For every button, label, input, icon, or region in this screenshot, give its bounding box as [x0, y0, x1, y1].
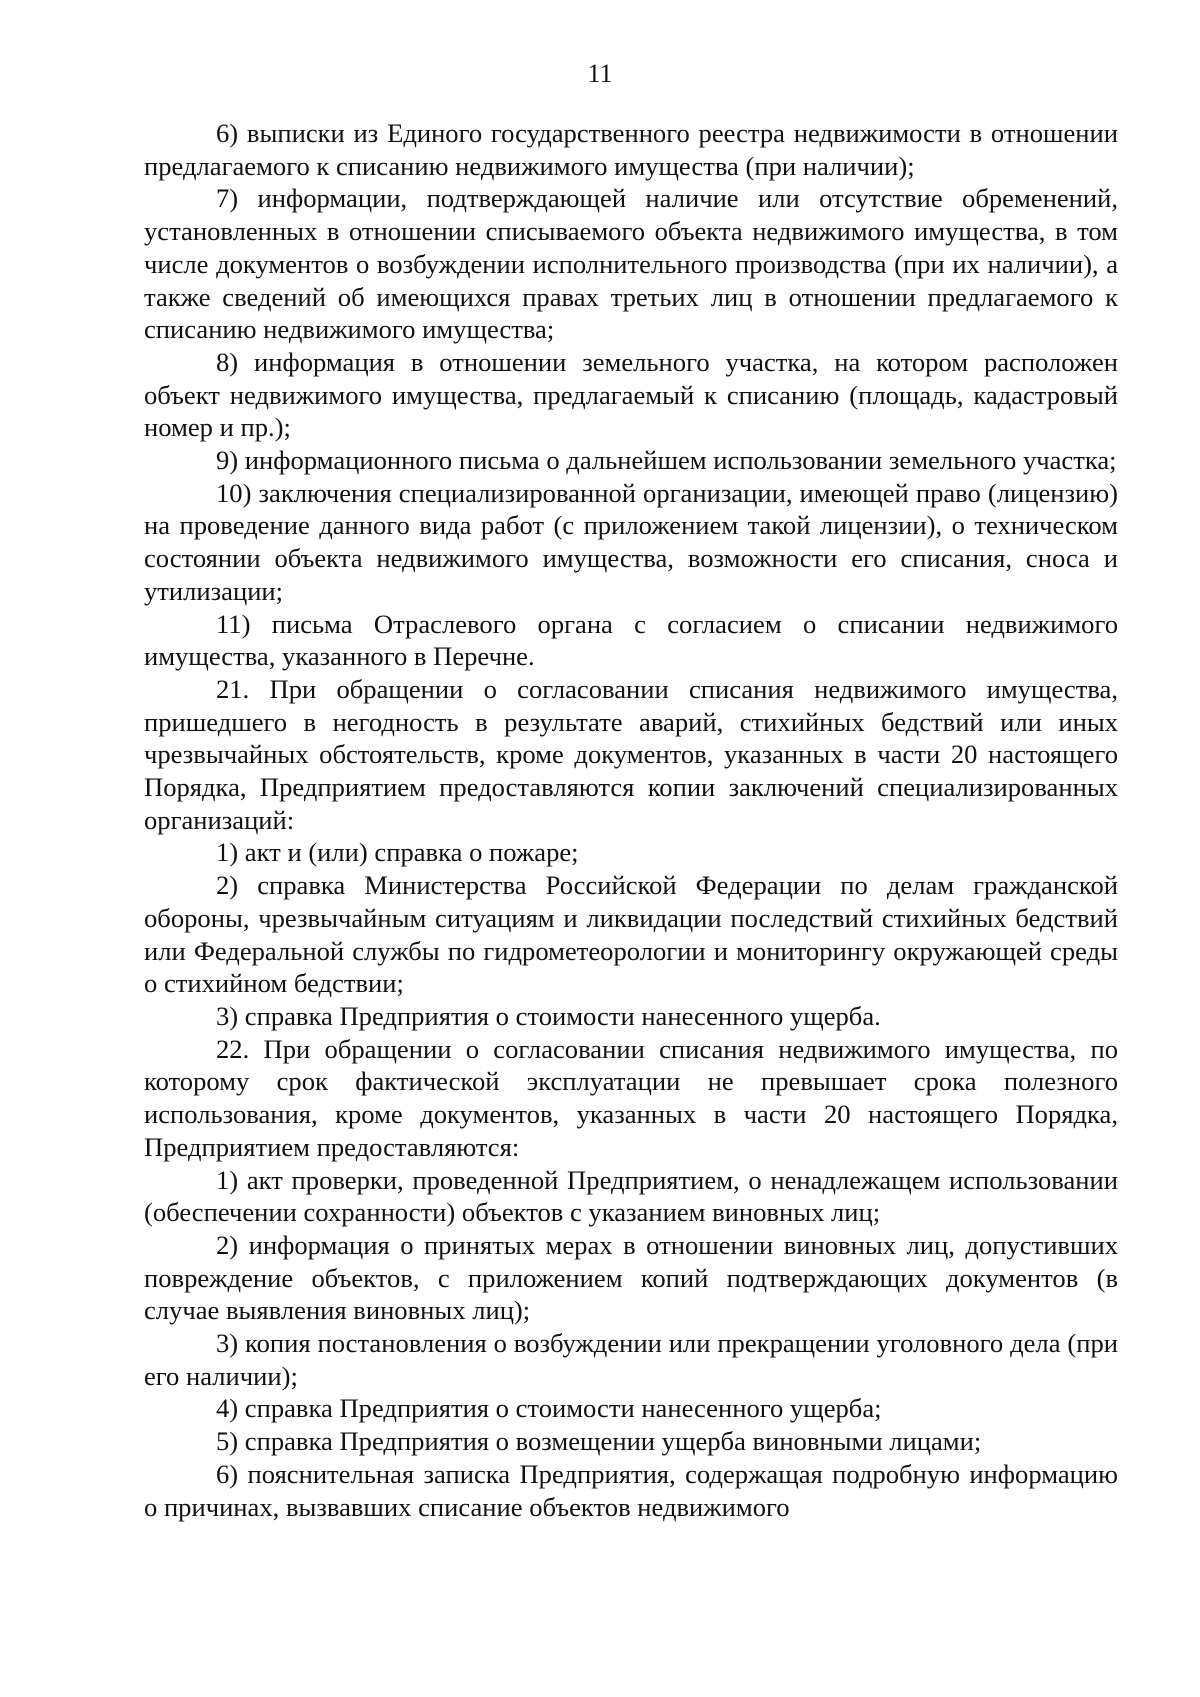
paragraph-item-10-expert-conclusion: 10) заключения специализированной организации, имеющей право (лицензию) на проведение данного вида работ (с приложением такой лицензии), о техническом состоянии объекта недвижимого имущества, возможности его списания, сноса и утилизации;: [144, 477, 1118, 606]
paragraph-item-11-consent-letter: 11) письма Отраслевого органа с согласием о списании недвижимого имущества, указанного в Перечне.: [144, 608, 1118, 672]
paragraph-clause-22: 22. При обращении о согласовании списания недвижимого имущества, по которому срок фактической эксплуатации не превышает срока полезного использования, кроме документов, указанных в части 20 настоящего Порядка, Предприятием предоставляются:: [144, 1033, 1118, 1162]
paragraph-item-6-egrn-extracts: 6) выписки из Единого государственного реестра недвижимости в отношении предлагаемого к списанию недвижимого имущества (при наличии);: [144, 118, 1118, 181]
paragraph-item-9-info-letter: 9) информационного письма о дальнейшем использовании земельного участка;: [216, 445, 1117, 476]
paragraph-clause-22-item-5: 5) справка Предприятия о возмещении ущерба виновными лицами;: [216, 1426, 982, 1457]
paragraph-clause-21: 21. При обращении о согласовании списания недвижимого имущества, пришедшего в негодность в результате аварий, стихийных бедствий или иных чрезвычайных обстоятельств, кроме документов, указанных в части 20 настоящего Порядка, Предприятием предоставляются копии заключений специализированных организаций:: [144, 673, 1118, 835]
document-body: [144, 117, 1118, 1523]
paragraph-clause-22-item-1: 1) акт проверки, проведенной Предприятием, о ненадлежащем использовании (обеспечении сохранности) объектов с указанием виновных лиц;: [144, 1164, 1118, 1228]
paragraph-clause-22-item-2: 2) информация о принятых мерах в отношении виновных лиц, допустивших повреждение объектов, с приложением копий подтверждающих документов (в случае выявления виновных лиц);: [144, 1229, 1118, 1326]
paragraph-clause-21-item-1: 1) акт и (или) справка о пожаре;: [216, 837, 579, 868]
paragraph-item-8-land-plot: 8) информация в отношении земельного участка, на котором расположен объект недвижимого имущества, предлагаемый к списанию (площадь, кадастровый номер и пр.);: [144, 346, 1118, 443]
paragraph-item-7-encumbrances: 7) информации, подтверждающей наличие или отсутствие обременений, установленных в отношении списываемого объекта недвижимого имущества, в том числе документов о возбуждении исполнительного производства (при их наличии), а также сведений об имеющихся правах третьих лиц в отношении предлагаемого к списанию недвижимого имущества;: [144, 183, 1118, 345]
page-number: 11: [587, 59, 613, 88]
paragraph-clause-21-item-3: 3) справка Предприятия о стоимости нанесенного ущерба.: [216, 1000, 881, 1031]
paragraph-clause-22-item-3: 3) копия постановления о возбуждении или прекращении уголовного дела (при его наличии);: [144, 1328, 1118, 1391]
paragraph-clause-21-item-2: 2) справка Министерства Российской Федерации по делам гражданской обороны, чрезвычайным ситуациям и ликвидации последствий стихийных бедствий или Федеральной службы по гидрометеорологии и мониторингу окружающей среды о стихийном бедствии;: [144, 870, 1118, 999]
paragraph-clause-22-item-4: 4) справка Предприятия о стоимости нанесенного ущерба;: [216, 1393, 882, 1424]
paragraph-clause-22-item-6: 6) пояснительная записка Предприятия, содержащая подробную информацию о причинах, вызвавших списание объектов недвижимого: [144, 1458, 1118, 1522]
